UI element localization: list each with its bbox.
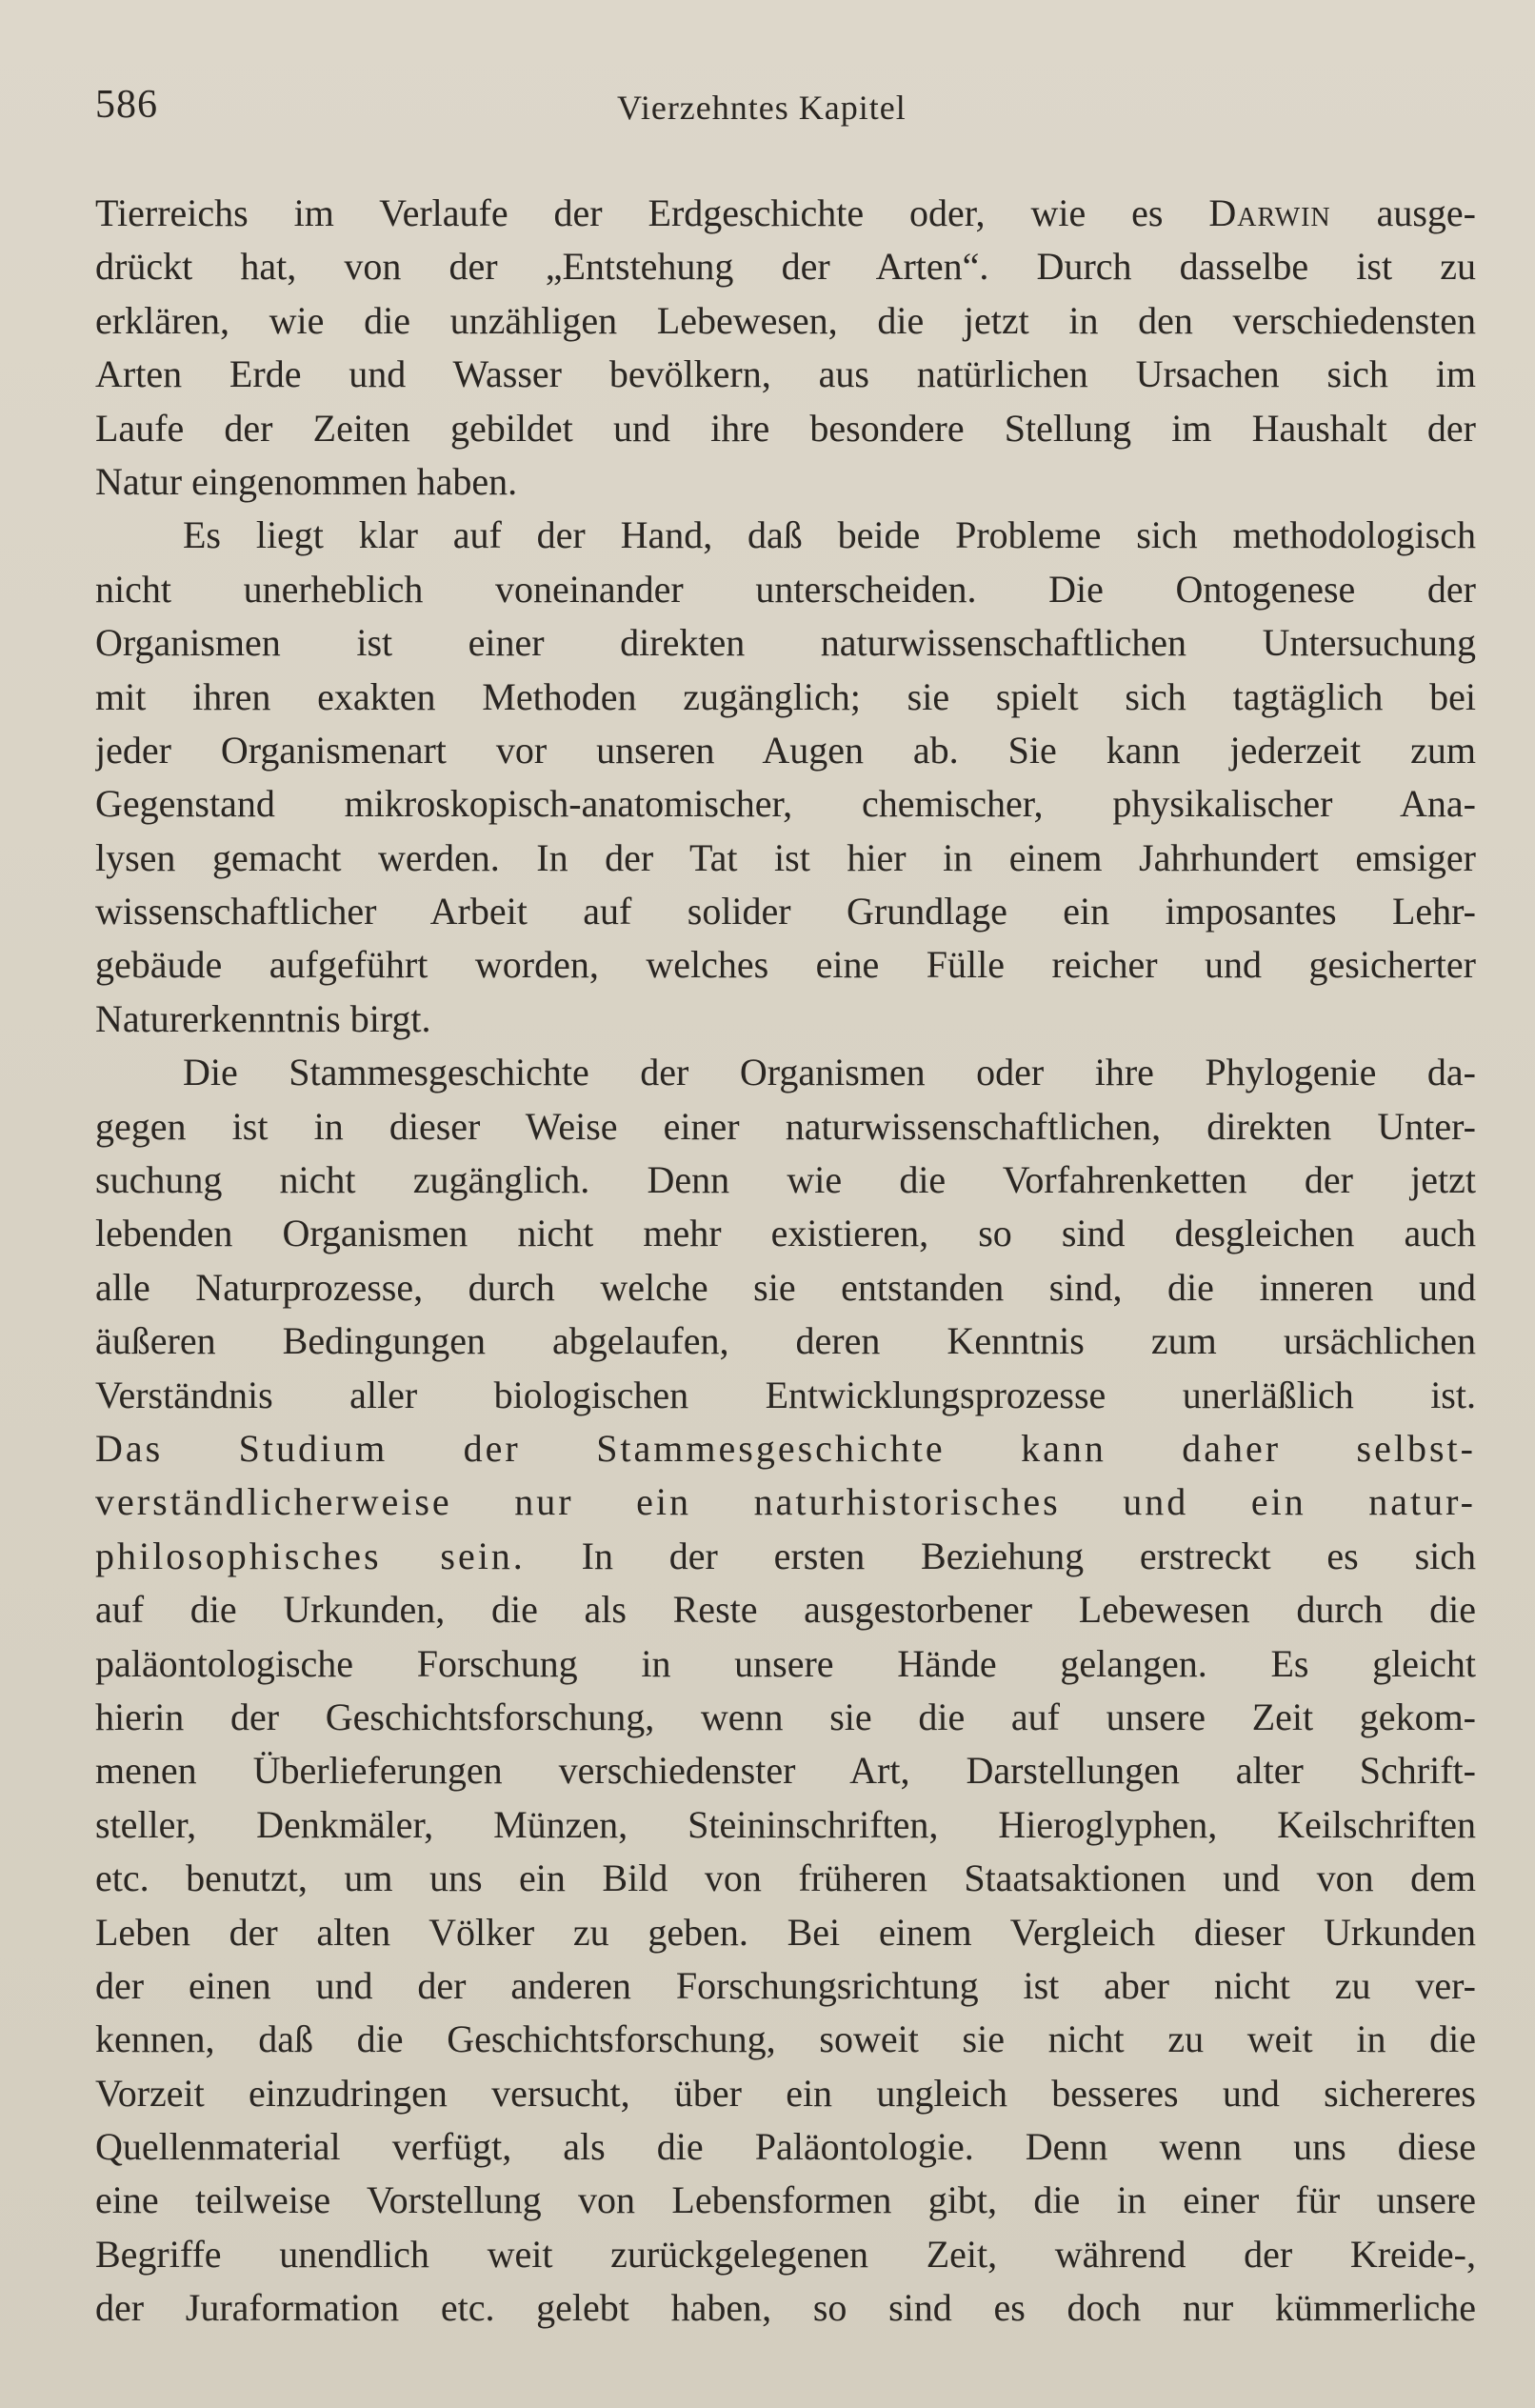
text-line-spaced: Das Studium der Stammesgeschichte kann daher selbst- xyxy=(95,1426,1476,1470)
text-line: hierin der Geschichtsforschung, wenn sie die auf unsere Zeit gekom- xyxy=(95,1695,1476,1738)
text-line: Begriffe unendlich weit zurückgelegenen Zeit, während der Kreide-, xyxy=(95,2232,1476,2276)
body-text xyxy=(95,187,1476,2336)
paragraph-3 xyxy=(95,1046,1476,2335)
page-header xyxy=(95,82,1466,139)
text-line: paläontologische Forschung in unsere Hände gelangen. Es gleicht xyxy=(95,1641,1476,1685)
text-line: wissenschaftlicher Arbeit auf solider Grundlage ein imposantes Lehr- xyxy=(95,890,1476,933)
text-line: suchung nicht zugänglich. Denn wie die Vorfahrenketten der jetzt xyxy=(95,1158,1476,1202)
text-line: eine teilweise Vorstellung von Lebensformen gibt, die in einer für unsere xyxy=(95,2178,1476,2222)
text-line: der Juraformation etc. gelebt haben, so sind es doch nur kümmerliche xyxy=(95,2286,1476,2330)
text-line: Organismen ist einer direkten naturwissenschaftlichen Untersuchung xyxy=(95,621,1476,665)
text-line: steller, Denkmäler, Münzen, Steininschriften, Hieroglyphen, Keilschriften xyxy=(95,1802,1476,1846)
text-line: lebenden Organismen nicht mehr existieren, so sind desgleichen auch xyxy=(95,1212,1476,1255)
text-line: gegen ist in dieser Weise einer naturwissenschaftlichen, direkten Unter- xyxy=(95,1104,1476,1148)
text-line: jeder Organismenart vor unseren Augen ab. Sie kann jederzeit zum xyxy=(95,728,1476,772)
text-line: gebäude aufgeführt worden, welches eine Fülle reicher und gesicherter xyxy=(95,943,1476,987)
text-line: erklären, wie die unzähligen Lebewesen, die jetzt in den verschiedensten xyxy=(95,298,1476,342)
text-line: menen Überlieferungen verschiedenster Art, Darstellungen alter Schrift- xyxy=(95,1749,1476,1793)
author-name: Darwin xyxy=(1208,191,1331,234)
text-line: auf die Urkunden, die als Reste ausgestorbener Lebewesen durch die xyxy=(95,1588,1476,1632)
text-line: der einen und der anderen Forschungsrichtung ist aber nicht zu ver- xyxy=(95,1963,1476,2007)
text-line: Natur eingenommen haben. xyxy=(95,459,518,503)
page-number: 586 xyxy=(95,83,158,127)
text-line: Arten Erde und Wasser bevölkern, aus natürlichen Ursachen sich im xyxy=(95,352,1476,396)
text-line: Es liegt klar auf der Hand, daß beide Probleme sich methodologisch xyxy=(183,513,1476,557)
text-line: nicht unerheblich voneinander unterscheiden. Die Ontogenese der xyxy=(95,567,1476,611)
text-line: Tierreichs im Verlaufe der Erdgeschichte oder, wie es Darwin ausge- xyxy=(95,191,1476,234)
text-line: Leben der alten Völker zu geben. Bei einem Vergleich dieser Urkunden xyxy=(95,1910,1476,1954)
text-line: Naturerkenntnis birgt. xyxy=(95,996,431,1040)
text-line: etc. benutzt, um uns ein Bild von früheren Staatsaktionen und von dem xyxy=(95,1856,1476,1900)
paragraph-1 xyxy=(95,187,1476,509)
text-line: philosophisches sein. In der ersten Beziehung erstreckt es sich xyxy=(95,1534,1476,1577)
text-line: Vorzeit einzudringen versucht, über ein ungleich besseres und sichereres xyxy=(95,2071,1476,2115)
text-line: lysen gemacht werden. In der Tat ist hier in einem Jahrhundert emsiger xyxy=(95,835,1476,879)
text-line-spaced: verständlicherweise nur ein naturhistorisches und ein natur- xyxy=(95,1480,1476,1524)
text-line: alle Naturprozesse, durch welche sie entstanden sind, die inneren und xyxy=(95,1265,1476,1309)
text-line: Laufe der Zeiten gebildet und ihre besondere Stellung im Haushalt der xyxy=(95,406,1476,450)
text-line: Verständnis aller biologischen Entwicklungsprozesse unerläßlich ist. xyxy=(95,1373,1476,1416)
paragraph-2 xyxy=(95,509,1476,1046)
text-line: Quellenmaterial verfügt, als die Paläontologie. Denn wenn uns diese xyxy=(95,2125,1476,2169)
text-line: drückt hat, von der „Entstehung der Arten“. Durch dasselbe ist zu xyxy=(95,245,1476,289)
text-line: mit ihren exakten Methoden zugänglich; sie spielt sich tagtäglich bei xyxy=(95,674,1476,718)
text-line: Gegenstand mikroskopisch-anatomischer, chemischer, physikalischer Ana- xyxy=(95,782,1476,826)
running-head: Vierzehntes Kapitel xyxy=(617,89,907,127)
text-line: kennen, daß die Geschichtsforschung, soweit sie nicht zu weit in die xyxy=(95,2017,1476,2061)
text-line: äußeren Bedingungen abgelaufen, deren Kenntnis zum ursächlichen xyxy=(95,1319,1476,1363)
text-line: Die Stammesgeschichte der Organismen oder ihre Phylogenie da- xyxy=(183,1051,1476,1094)
